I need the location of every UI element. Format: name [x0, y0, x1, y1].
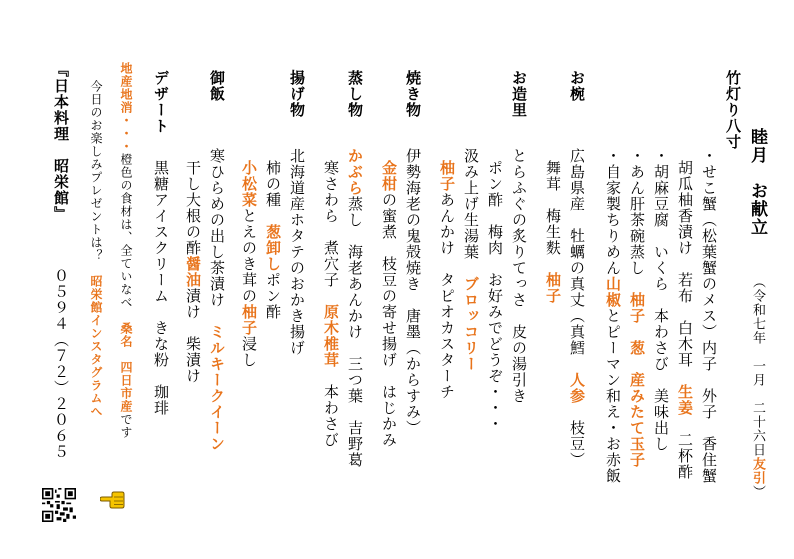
owan-line-1c: 枝豆）	[568, 404, 586, 468]
ingredient-shoyu: 醤油	[184, 256, 202, 288]
local-note-a: 地産地消・・・	[119, 62, 133, 153]
yakimono-line-1: 伊勢海老の鬼殻焼き 唐墨（からすみ）	[404, 148, 422, 436]
ingredient-ginger: 生姜	[676, 384, 694, 416]
phone-text: ０５９４（７２）２０６５	[52, 268, 70, 460]
gohan-line-2	[208, 148, 226, 452]
rokuyo-tag: 友引	[750, 457, 765, 485]
instagram-link[interactable]: 昭栄館インスタグラムへ	[89, 275, 103, 418]
ingredient-eggs: 産みたて玉子	[628, 372, 646, 468]
otsukuri-line-3a: 汲み上げ生湯葉	[462, 148, 480, 276]
owan-line-1	[568, 148, 586, 468]
local-areas: 桑名 四日市産	[119, 322, 133, 413]
gohan-line-1b: とえのき茸の	[240, 208, 258, 304]
otsukuri-line-2: ポン酢 梅肉 お好みでどうぞ・・・	[486, 160, 504, 432]
mushimono-line-1b: 蒸し 海老あんかけ 三つ葉 吉野葛	[346, 196, 364, 468]
ingredient-komatsuna: 小松菜	[240, 160, 258, 208]
date-text: （令和七年 一月 二十六日	[750, 275, 765, 457]
mushimono-line-1	[346, 148, 364, 468]
ingredient-carrot: 人参	[568, 372, 586, 404]
mushimono-line-2a: 寒さわら 煮穴子	[322, 160, 340, 304]
gohan-line-3c: 漬け 柴漬け	[184, 288, 202, 384]
section-owan: お椀	[568, 70, 586, 102]
hassun-line-3: ・胡麻豆腐 いくら 本わさび 美味出し	[652, 148, 670, 452]
qr-code-icon[interactable]	[42, 488, 76, 522]
mushimono-line-2	[322, 160, 340, 448]
ingredient-yuzu-2: 柚子	[438, 160, 456, 192]
local-produce-note	[118, 62, 134, 439]
section-yakimono: 焼き物	[404, 70, 422, 118]
dessert-line-1: 黒糖アイスクリーム きな粉 珈琲	[152, 160, 170, 416]
gohan-line-3	[184, 160, 202, 384]
gohan-line-1d: 浸し	[240, 336, 258, 368]
yakimono-line-2b: の蜜煮 枝豆の寄せ揚げ はじかみ	[380, 192, 398, 448]
gohan-line-3a: 干し大根の酢	[184, 160, 202, 256]
section-gohan: 御飯	[208, 70, 226, 102]
hassun-line-5	[604, 148, 622, 484]
local-note-d: です	[119, 413, 133, 439]
ingredient-kabura: かぶら	[346, 148, 364, 196]
present-text: 今日のお楽しみプレゼントは？	[89, 80, 103, 275]
ingredient-milky-queen: ミルキークイーン	[208, 324, 226, 452]
agemono-line-1: 北海道産ホタテのおかき揚げ	[288, 148, 306, 356]
otsukuri-line-1: とらふぐの炙りてっさ 皮の湯引き	[510, 148, 528, 404]
date-close: ）	[750, 485, 765, 499]
restaurant-name	[52, 62, 70, 222]
section-agemono: 揚げ物	[288, 70, 306, 118]
hassun-line-2	[676, 160, 694, 480]
title-text: 睦月 お献立	[747, 128, 767, 236]
agemono-line-2a: 柿の種	[264, 160, 282, 224]
owan-line-1a: 広島県産 牡蠣の真丈（真鱈	[568, 148, 586, 372]
page-title	[748, 128, 766, 236]
owan-line-2a: 舞茸 梅生麩	[544, 160, 562, 272]
hassun-line-2a: 胡瓜柚香漬け 若布 白木耳	[676, 160, 694, 384]
hassun-line-5c: とピーマン和え・お赤飯	[604, 308, 622, 484]
otsukuri-line-3	[462, 148, 480, 372]
hassun-line-4c	[628, 356, 646, 372]
gohan-line-1	[240, 160, 258, 368]
section-dessert: デザート	[152, 70, 170, 134]
menu-date	[748, 275, 766, 499]
hassun-line-4a: ・あん肝茶碗蒸し	[628, 148, 646, 292]
gohan-line-2a: 寒ひらめの出し茶漬け	[208, 148, 226, 324]
pointing-hand-icon	[100, 489, 126, 511]
ingredient-negi-oroshi: 葱卸し	[264, 224, 282, 272]
otsukuri-line-4b: あんかけ タピオカスターチ	[438, 192, 456, 400]
otsukuri-line-4	[438, 160, 456, 400]
owan-line-2	[544, 160, 562, 304]
section-otsukuri: お造里	[510, 70, 528, 118]
ingredient-shiitake: 原木椎茸	[322, 304, 340, 368]
phone-number	[52, 268, 70, 460]
hassun-line-1: ・せこ蟹（松葉蟹のメス）内子 外子 香住蟹	[700, 148, 718, 484]
local-note-b: 橙色の食材は、全ていなべ	[119, 153, 133, 322]
present-note	[88, 80, 104, 418]
ingredient-broccoli: ブロッコリー	[462, 276, 480, 372]
yakimono-line-2	[380, 160, 398, 448]
restaurant-name-text: 『日本料理 昭栄館』	[52, 62, 70, 222]
hassun-line-5a: ・自家製ちりめん	[604, 148, 622, 276]
agemono-line-2c: ポン酢	[264, 272, 282, 320]
hassun-line-2c: 二杯酢	[676, 416, 694, 480]
ingredient-sansho: 山椒	[604, 276, 622, 308]
ingredient-yuzu-3: 柚子	[240, 304, 258, 336]
agemono-line-2	[264, 160, 282, 320]
section-mushimono: 蒸し物	[346, 70, 364, 118]
section-hassun: 竹灯り八寸	[724, 70, 742, 150]
ingredient-yuzu-negi: 柚子 葱	[628, 292, 646, 356]
hassun-line-4	[628, 148, 646, 468]
ingredient-kinkan: 金柑	[380, 160, 398, 192]
ingredient-yuzu: 柚子	[544, 272, 562, 304]
mushimono-line-2c: 本わさび	[322, 368, 340, 448]
